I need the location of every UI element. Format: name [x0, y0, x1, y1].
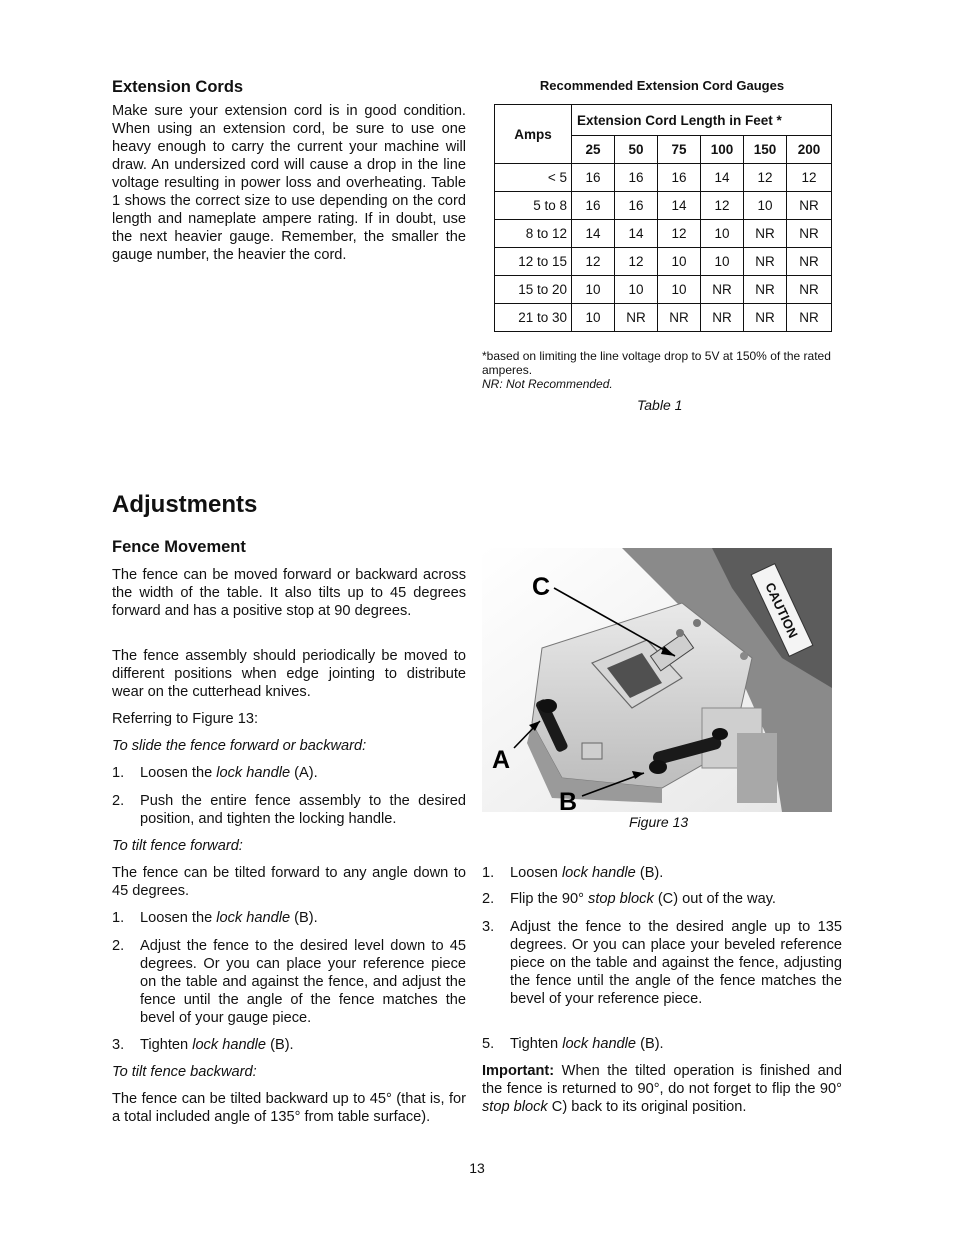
- step-text: (A).: [290, 765, 318, 781]
- amps-cell: 12 to 15: [495, 248, 572, 276]
- gauge-cell: NR: [787, 248, 832, 276]
- gauge-cell: 12: [787, 164, 832, 192]
- gauge-cell: 16: [615, 192, 658, 220]
- amps-cell: 5 to 8: [495, 192, 572, 220]
- extension-cords-body: Make sure your extension cord is in good condition. When using an extension cord, be sure to use one heavy enough to carry the current your machine will draw. An undersized cord will cause a drop in the line voltage resulting in power loss and overheating. Table 1 shows the correct size to use depending on the cord length and nameplate ampere rating. If in doubt, use the next heavier gauge. Remember, the smaller the gauge number, the heavier the cord.: [112, 103, 466, 263]
- gauge-cell: 10: [744, 192, 787, 220]
- important-label: Important:: [482, 1063, 555, 1079]
- gauge-cell: NR: [744, 248, 787, 276]
- table-caption: Table 1: [637, 397, 683, 413]
- fence-para-1: The fence can be moved forward or backward across the width of the table. It also tilts up to 45 degrees forward and has a positive stop at 90 degrees.: [112, 567, 466, 619]
- amps-cell: 21 to 30: [495, 304, 572, 332]
- step-text: (C) out of the way.: [653, 891, 776, 907]
- extension-cords-heading: Extension Cords: [112, 78, 244, 96]
- amps-cell: 15 to 20: [495, 276, 572, 304]
- slide-step-2: [112, 792, 466, 828]
- figure-caption: Figure 13: [629, 814, 689, 830]
- gauge-cell: 16: [572, 192, 615, 220]
- length-cell: 50: [615, 136, 658, 164]
- gauge-cell: 10: [572, 304, 615, 332]
- step-text: (B).: [290, 910, 318, 926]
- gauge-cell: 12: [658, 220, 701, 248]
- right-step-2: [482, 890, 842, 908]
- adjustments-heading: Adjustments: [112, 491, 258, 518]
- gauge-cell: 12: [572, 248, 615, 276]
- figure-label-c: C: [532, 573, 551, 601]
- gauge-cell: NR: [787, 276, 832, 304]
- step-number: 2.: [482, 891, 495, 907]
- tilt-backward-heading: To tilt fence backward:: [112, 1064, 257, 1080]
- step-text: Tighten: [140, 1037, 193, 1053]
- table-row: [495, 248, 832, 276]
- gauge-table: [494, 104, 832, 332]
- step-text: Loosen the: [140, 765, 217, 781]
- fence-movement-heading: Fence Movement: [112, 538, 246, 556]
- important-text: When the tilted operation is finished and the fence is returned to 90°, do not forget to flip the 90°: [482, 1063, 842, 1097]
- length-cell: 200: [787, 136, 832, 164]
- tilt-forward-para: The fence can be tilted forward to any angle down to 45 degrees.: [112, 865, 466, 899]
- step-text: Flip the 90°: [510, 891, 589, 907]
- important-note: [482, 1062, 842, 1116]
- step-text: Adjust the fence to the desired level down to 45 degrees. Or you can place your reference piece on the table and against the fence, and adjust the fence until the angle of the fence matches the bevel of your gauge piece.: [140, 938, 466, 1026]
- gauge-cell: 14: [701, 164, 744, 192]
- step-emphasis: lock handle: [561, 865, 636, 881]
- figure-13-photo: [482, 548, 832, 812]
- gauge-cell: 16: [658, 164, 701, 192]
- figure-label-a: A: [492, 746, 511, 774]
- step-number: 3.: [112, 1037, 125, 1053]
- tilt-forward-step-3: [112, 1036, 466, 1054]
- gauge-cell: 10: [701, 248, 744, 276]
- important-emphasis: stop block: [482, 1099, 548, 1115]
- table-footnote-nr: NR: Not Recommended.: [482, 377, 613, 391]
- gauge-cell: NR: [701, 276, 744, 304]
- slide-heading: To slide the fence forward or backward:: [112, 738, 367, 754]
- figure-label-b: B: [559, 788, 578, 812]
- step-number: 3.: [482, 919, 495, 935]
- length-cell: 150: [744, 136, 787, 164]
- gauge-cell: NR: [701, 304, 744, 332]
- tilt-forward-step-2: [112, 937, 466, 1027]
- step-text: Loosen: [510, 865, 562, 881]
- length-cell: 75: [658, 136, 701, 164]
- amps-header: Amps: [495, 105, 572, 164]
- fence-para-2: The fence assembly should periodically be moved to different positions when edge jointing to distribute wear on the cutterhead knives.: [112, 648, 466, 700]
- step-number: 2.: [112, 938, 125, 954]
- right-step-3: [482, 918, 842, 1008]
- table-title: Recommended Extension Cord Gauges: [539, 78, 785, 93]
- tilt-backward-para: The fence can be tilted backward up to 45° (that is, for a total included angle of 135° from table surface).: [112, 1091, 466, 1125]
- step-number: 1.: [112, 765, 125, 781]
- step-number: 1.: [112, 910, 125, 926]
- gauge-cell: 14: [615, 220, 658, 248]
- gauge-cell: 14: [572, 220, 615, 248]
- gauge-cell: 16: [615, 164, 658, 192]
- gauge-cell: 10: [572, 276, 615, 304]
- gauge-cell: 14: [658, 192, 701, 220]
- length-cell: 25: [572, 136, 615, 164]
- right-step-5: [482, 1035, 842, 1053]
- tilt-forward-heading: To tilt fence forward:: [112, 838, 243, 854]
- gauge-cell: 10: [615, 276, 658, 304]
- step-emphasis: lock handle: [192, 1037, 267, 1053]
- right-step-1: [482, 864, 842, 882]
- step-text: Adjust the fence to the desired angle up to 135 degrees. Or you can place your beveled reference piece on the table and against the fence, adjusting the fence until the angle of the fence matches the bevel of your reference piece.: [510, 919, 842, 1007]
- gauge-cell: 10: [658, 276, 701, 304]
- gauge-cell: 10: [658, 248, 701, 276]
- step-text: Push the entire fence assembly to the desired position, and tighten the locking handle.: [140, 793, 466, 827]
- gauge-cell: 12: [701, 192, 744, 220]
- table-row: [495, 276, 832, 304]
- step-text: (B).: [635, 865, 664, 881]
- gauge-cell: NR: [787, 192, 832, 220]
- amps-cell: 8 to 12: [495, 220, 572, 248]
- caution-text: CAUTION: [762, 580, 801, 641]
- gauge-cell: NR: [744, 304, 787, 332]
- slide-step-1: [112, 764, 466, 782]
- length-cell: 100: [701, 136, 744, 164]
- length-header: Extension Cord Length in Feet *: [572, 105, 832, 136]
- step-emphasis: stop block: [588, 891, 654, 907]
- step-text: Loosen the: [140, 910, 217, 926]
- gauge-cell: 12: [744, 164, 787, 192]
- tilt-forward-step-1: [112, 909, 466, 927]
- gauge-cell: NR: [658, 304, 701, 332]
- important-text: C) back to its original position.: [547, 1099, 747, 1115]
- page-number: 13: [469, 1160, 485, 1176]
- gauge-cell: NR: [615, 304, 658, 332]
- amps-cell: < 5: [495, 164, 572, 192]
- gauge-cell: 10: [701, 220, 744, 248]
- table-row: [495, 192, 832, 220]
- step-text: Tighten: [510, 1036, 563, 1052]
- step-number: 1.: [482, 865, 495, 881]
- gauge-cell: NR: [744, 276, 787, 304]
- gauge-cell: NR: [744, 220, 787, 248]
- gauge-cell: NR: [787, 220, 832, 248]
- gauge-cell: 16: [572, 164, 615, 192]
- table-footnote: *based on limiting the line voltage drop to 5V at 150% of the rated amperes.: [482, 349, 831, 377]
- step-emphasis: lock handle: [216, 765, 291, 781]
- step-emphasis: lock handle: [562, 1036, 637, 1052]
- step-text: (B).: [636, 1036, 664, 1052]
- table-row: [495, 220, 832, 248]
- fence-para-3: Referring to Figure 13:: [112, 711, 259, 727]
- step-text: (B).: [266, 1037, 294, 1053]
- table-row: [495, 304, 832, 332]
- step-number: 5.: [482, 1036, 495, 1052]
- gauge-cell: NR: [787, 304, 832, 332]
- step-emphasis: lock handle: [216, 910, 291, 926]
- table-row: [495, 164, 832, 192]
- gauge-cell: 12: [615, 248, 658, 276]
- step-number: 2.: [112, 793, 125, 809]
